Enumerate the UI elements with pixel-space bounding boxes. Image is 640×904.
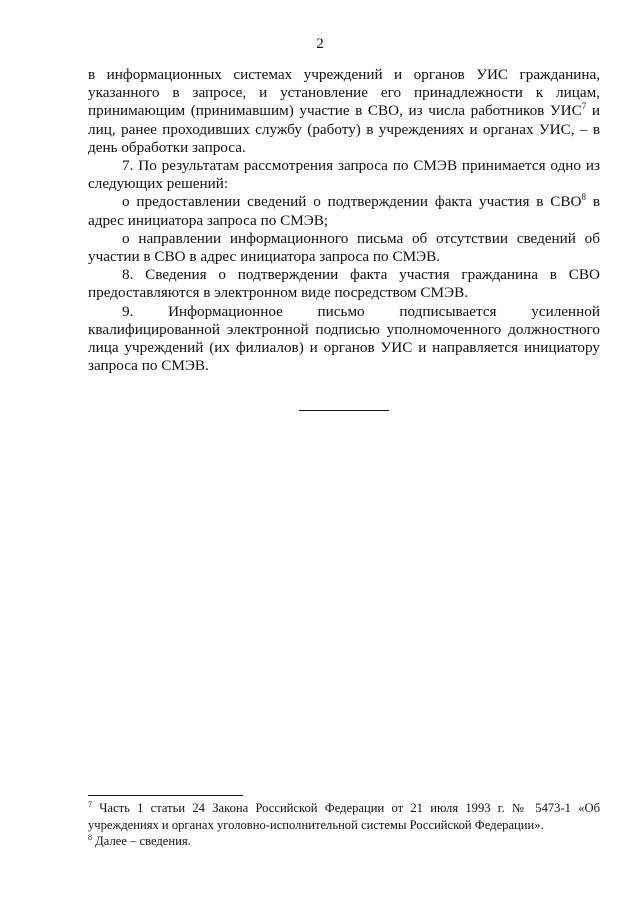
paragraph-text: в информационных системах учреждений и органов УИС гражданина, указанного в запросе, и установление его принадлежности к лицам, принимающим (принимавшим) участие в СВО, из числа работников УИС	[88, 66, 600, 120]
footnote-divider	[88, 795, 243, 796]
footnote-ref-7: 7	[581, 101, 587, 112]
footnote-mark: 8	[88, 833, 92, 842]
paragraph-text: о направлении информационного письма об отсутствии сведений об участии в СВО в адрес инициатора запроса по СМЭВ.	[88, 229, 600, 266]
paragraph-text: 7. По результатам рассмотрения запроса по СМЭВ принимается одно из следующих решений:	[88, 157, 600, 193]
paragraph-text-tail: и лиц, ранее проходивших службу (работу) в учреждениях и органах УИС, – в день обработки запроса.	[88, 102, 600, 156]
document-body	[88, 66, 600, 375]
paragraph-option-1	[88, 193, 600, 229]
paragraph-text: 8. Сведения о подтверждении факта участия гражданина в СВО предоставляются в электронном виде посредством СМЭВ.	[88, 266, 600, 302]
paragraph-item-7	[88, 157, 600, 193]
footnote-ref-8: 8	[581, 192, 586, 203]
paragraph-item-9	[88, 303, 600, 376]
paragraph-text-tail: в адрес инициатора запроса по СМЭВ;	[88, 193, 600, 229]
footnote-mark: 7	[88, 800, 92, 809]
footnote-7	[88, 800, 600, 833]
footnote-text: Далее – сведения.	[92, 834, 191, 848]
end-separator-line	[299, 410, 389, 411]
paragraph-text: 9. Информационное письмо подписывается усиленной квалифицированной электронной подписью уполномоченного должностного лица учреждений (их филиалов) и органов УИС и направляется инициатору запроса по СМЭВ.	[88, 302, 600, 375]
footnote-8	[88, 833, 600, 850]
paragraph-item-8	[88, 266, 600, 302]
paragraph-text: о предоставлении сведений о подтверждении факта участия в СВО	[122, 193, 582, 211]
footnote-text: Часть 1 статьи 24 Закона Российской Федерации от 21 июля 1993 г. № 5473-1 «Об учреждениях и органах уголовно-исполнительной системы Российской Федерации».	[88, 801, 600, 832]
paragraph-continuation	[88, 66, 600, 157]
page-number: 2	[316, 36, 324, 52]
paragraph-option-2	[88, 230, 600, 266]
footnotes	[88, 800, 600, 850]
